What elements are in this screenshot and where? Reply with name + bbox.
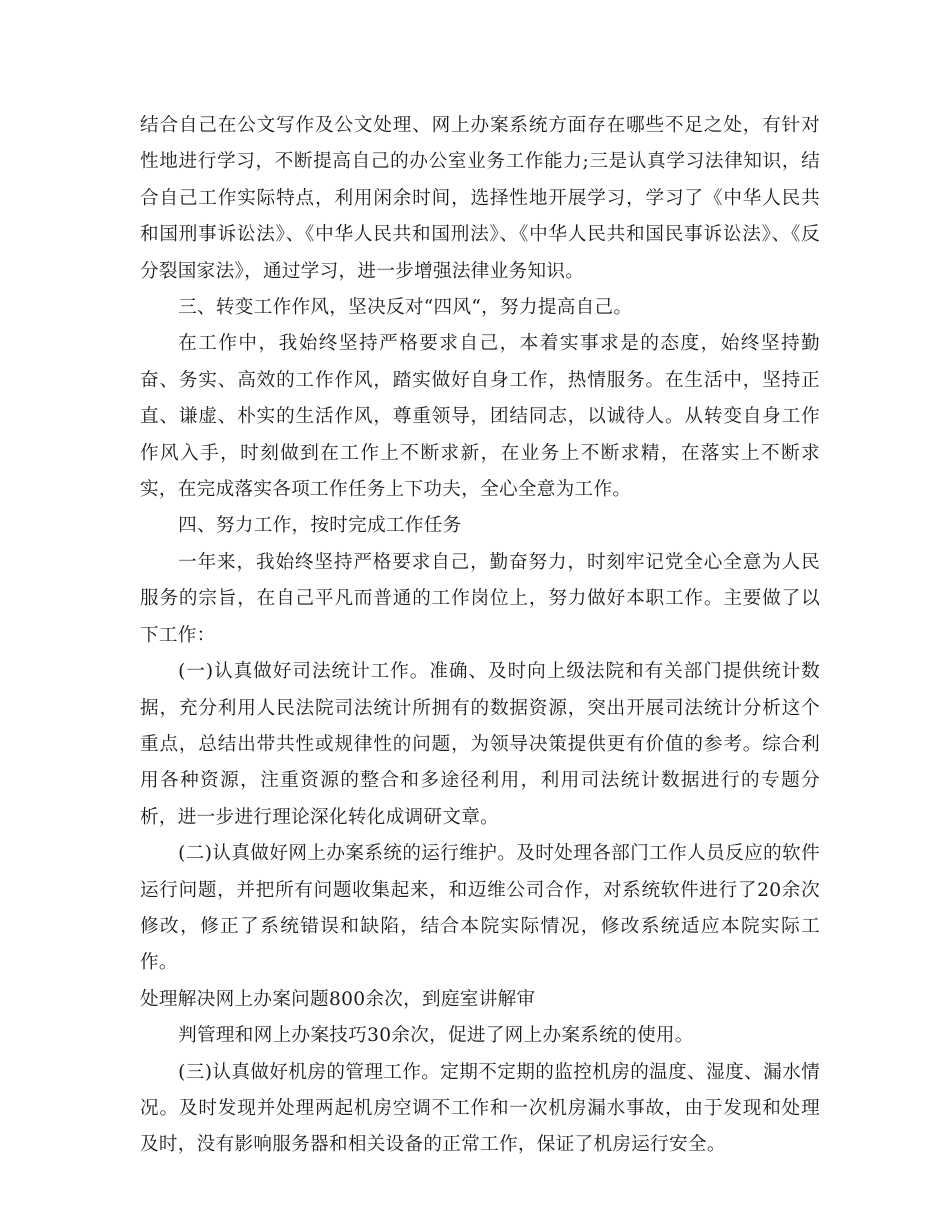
paragraph-judicial-statistics: (一)认真做好司法统计工作。准确、及时向上级法院和有关部门提供统计数据，充分利用人民法院司法统计所拥有的数据资源，突出开展司法统计分析这个重点，总结出带共性或规律性的问题，为领导决策提供更有价值的参考。综合利用各种资源，注重资源的整合和多途径利用，利用司法统计数据进行的专题分析，进一步进行理论深化转化成调研文章。 <box>140 661 820 828</box>
paragraph-work-style: 在工作中，我始终坚持严格要求自己，本着实事求是的态度，始终坚持勤奋、务实、高效的工作作风，踏实做好自身工作，热情服务。在生活中，坚持正直、谦虚、朴实的生活作风，尊重领导，团结同志，以诚待人。从转变自身工作作风入手，时刻做到在工作上不断求新，在业务上不断求精，在落实上不断求实，在完成落实各项工作任务上下功夫，全心全意为工作。 <box>140 333 820 501</box>
heading-complete-tasks: 四、努力工作，按时完成工作任务 <box>178 515 462 537</box>
document-body <box>140 108 820 1164</box>
paragraph-study-law: 结合自己在公文写作及公文处理、网上办案系统方面存在哪些不足之处，有针对性地进行学习，不断提高自己的办公室业务工作能力;三是认真学习法律知识，结合自己工作实际特点，利用闲余时间，选择性地开展学习，学习了《中华人民共和国刑事诉讼法》、《中华人民共和国刑法》、《中华人民共和国民事诉讼法》、《反分裂国家法》，通过学习，进一步增强法律业务知识。 <box>140 115 820 282</box>
paragraph-year-summary: 一年来，我始终坚持严格要求自己，勤奋努力，时刻牢记党全心全意为人民服务的宗旨，在自己平凡而普通的工作岗位上，努力做好本职工作。主要做了以下工作： <box>140 551 820 646</box>
paragraph-online-system: (二)认真做好网上办案系统的运行维护。及时处理各部门工作人员反应的软件运行问题，并把所有问题收集起来，和迈维公司合作，对系统软件进行了20余次修改，修正了系统错误和缺陷，结合本院实际情况，修改系统适应本院实际工作。 <box>140 843 820 974</box>
heading-work-style: 三、转变工作作风，坚决反对“四风“，努力提高自己。 <box>178 297 633 319</box>
paragraph-online-issues: 处理解决网上办案问题800余次，到庭室讲解审 <box>140 988 536 1010</box>
paragraph-online-training: 判管理和网上办案技巧30余次，促进了网上办案系统的使用。 <box>178 1025 694 1047</box>
paragraph-server-room: (三)认真做好机房的管理工作。定期不定期的监控机房的温度、湿度、漏水情况。及时发现并处理两起机房空调不工作和一次机房漏水事故，由于发现和处理及时，没有影响服务器和相关设备的正常工作，保证了机房运行安全。 <box>140 1061 820 1156</box>
